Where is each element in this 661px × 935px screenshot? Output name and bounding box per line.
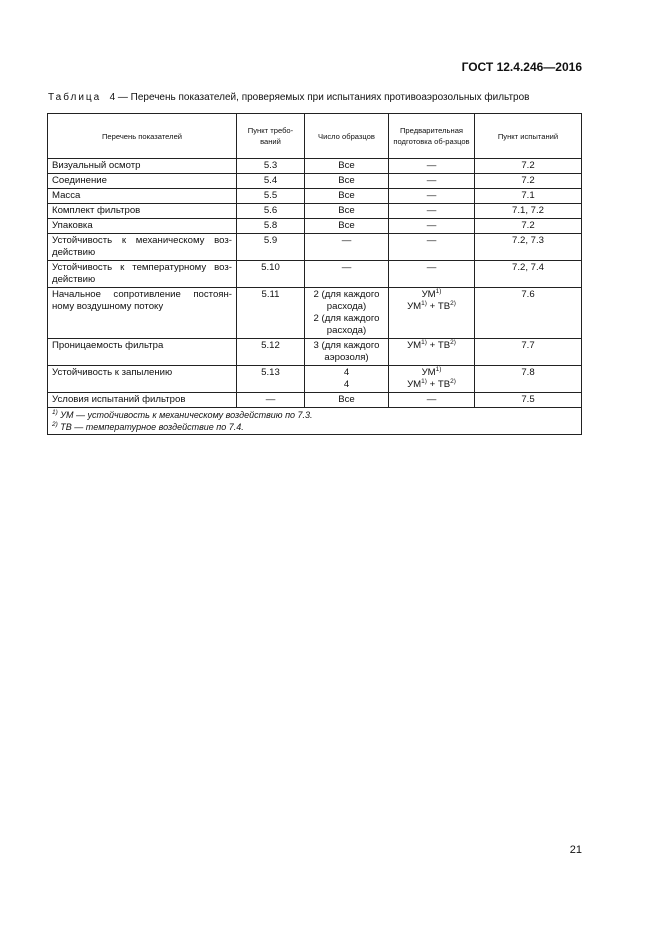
table-row [48, 261, 582, 288]
row-name: Условия испытаний фильтров [48, 393, 237, 408]
row-name: Проницаемость фильтра [48, 339, 237, 366]
row-prep: УМ$^{1)}$ УМ$^{1)}$ + ТВ$^{2)}$ [389, 366, 475, 393]
row-test: 7.2 [475, 174, 582, 189]
header-req-clause: Пункт требо-ваний [237, 114, 305, 159]
row-name: Устойчивость к температурному воз-действию [48, 261, 237, 288]
table-row [48, 159, 582, 174]
row-prep: — [389, 393, 475, 408]
header-test-clause: Пункт испытаний [475, 114, 582, 159]
indicators-table [47, 113, 582, 435]
header-sample-count: Число образцов [305, 114, 389, 159]
row-prep: УМ$^{1)}$ УМ$^{1)}$ + ТВ$^{2)}$ [389, 288, 475, 339]
row-name: Визуальный осмотр [48, 159, 237, 174]
row-req: 5.3 [237, 159, 305, 174]
row-name: Упаковка [48, 219, 237, 234]
table-row [48, 393, 582, 408]
table-row [48, 219, 582, 234]
row-count: 3 (для каждого аэрозоля) [305, 339, 389, 366]
row-name: Начальное сопротивление постоян-ному воздушному потоку [48, 288, 237, 339]
header-preconditioning: Предварительная подготовка об-разцов [389, 114, 475, 159]
row-req: 5.9 [237, 234, 305, 261]
row-prep: — [389, 234, 475, 261]
table-row [48, 204, 582, 219]
row-count: 2 (для каждого расхода) 2 (для каждого расхода) [305, 288, 389, 339]
row-test: 7.6 [475, 288, 582, 339]
row-prep: УМ$^{1)}$ + ТВ$^{2)}$ [389, 339, 475, 366]
row-count: Все [305, 204, 389, 219]
row-name: Соединение [48, 174, 237, 189]
row-count: Все [305, 393, 389, 408]
header-indicators: Перечень показателей [48, 114, 237, 159]
caption-label: Таблица [48, 92, 102, 103]
row-req: 5.4 [237, 174, 305, 189]
table-caption [48, 92, 529, 103]
row-req: 5.8 [237, 219, 305, 234]
row-test: 7.5 [475, 393, 582, 408]
row-name: Устойчивость к механическому воз-действию [48, 234, 237, 261]
row-req: — [237, 393, 305, 408]
row-count: 4 4 [305, 366, 389, 393]
row-count: Все [305, 159, 389, 174]
table-row [48, 339, 582, 366]
row-count: Все [305, 219, 389, 234]
row-test: 7.2, 7.3 [475, 234, 582, 261]
row-req: 5.5 [237, 189, 305, 204]
row-req: 5.10 [237, 261, 305, 288]
row-count: Все [305, 174, 389, 189]
row-prep: — [389, 204, 475, 219]
row-req: 5.6 [237, 204, 305, 219]
row-test: 7.8 [475, 366, 582, 393]
row-test: 7.1 [475, 189, 582, 204]
row-prep: — [389, 261, 475, 288]
row-test: 7.7 [475, 339, 582, 366]
caption-number: 4 [109, 92, 116, 103]
row-test: 7.2 [475, 219, 582, 234]
document-id: ГОСТ 12.4.246—2016 [461, 60, 582, 74]
row-prep: — [389, 219, 475, 234]
row-req: 5.13 [237, 366, 305, 393]
row-test: 7.1, 7.2 [475, 204, 582, 219]
table-row [48, 234, 582, 261]
row-name: Устойчивость к запылению [48, 366, 237, 393]
table-header-row [48, 114, 582, 159]
row-req: 5.12 [237, 339, 305, 366]
table-notes [48, 408, 582, 435]
row-count: Все [305, 189, 389, 204]
caption-title: — Перечень показателей, проверяемых при испытаниях противоаэрозольных фильтров [117, 92, 530, 103]
table-row [48, 174, 582, 189]
page-number: 21 [569, 844, 582, 856]
table-row [48, 189, 582, 204]
table-row [48, 366, 582, 393]
row-test: 7.2 [475, 159, 582, 174]
row-test: 7.2, 7.4 [475, 261, 582, 288]
footnote-1: $^{1)}$ УМ — устойчивость к механическому воздействию по 7.3. [52, 409, 313, 420]
row-name: Масса [48, 189, 237, 204]
row-prep: — [389, 159, 475, 174]
row-count: — [305, 261, 389, 288]
row-count: — [305, 234, 389, 261]
footnote-2: $^{2)}$ ТВ — температурное воздействие по 7.4. [52, 421, 244, 432]
row-name: Комплект фильтров [48, 204, 237, 219]
table-row [48, 288, 582, 339]
row-req: 5.11 [237, 288, 305, 339]
row-prep: — [389, 189, 475, 204]
row-prep: — [389, 174, 475, 189]
